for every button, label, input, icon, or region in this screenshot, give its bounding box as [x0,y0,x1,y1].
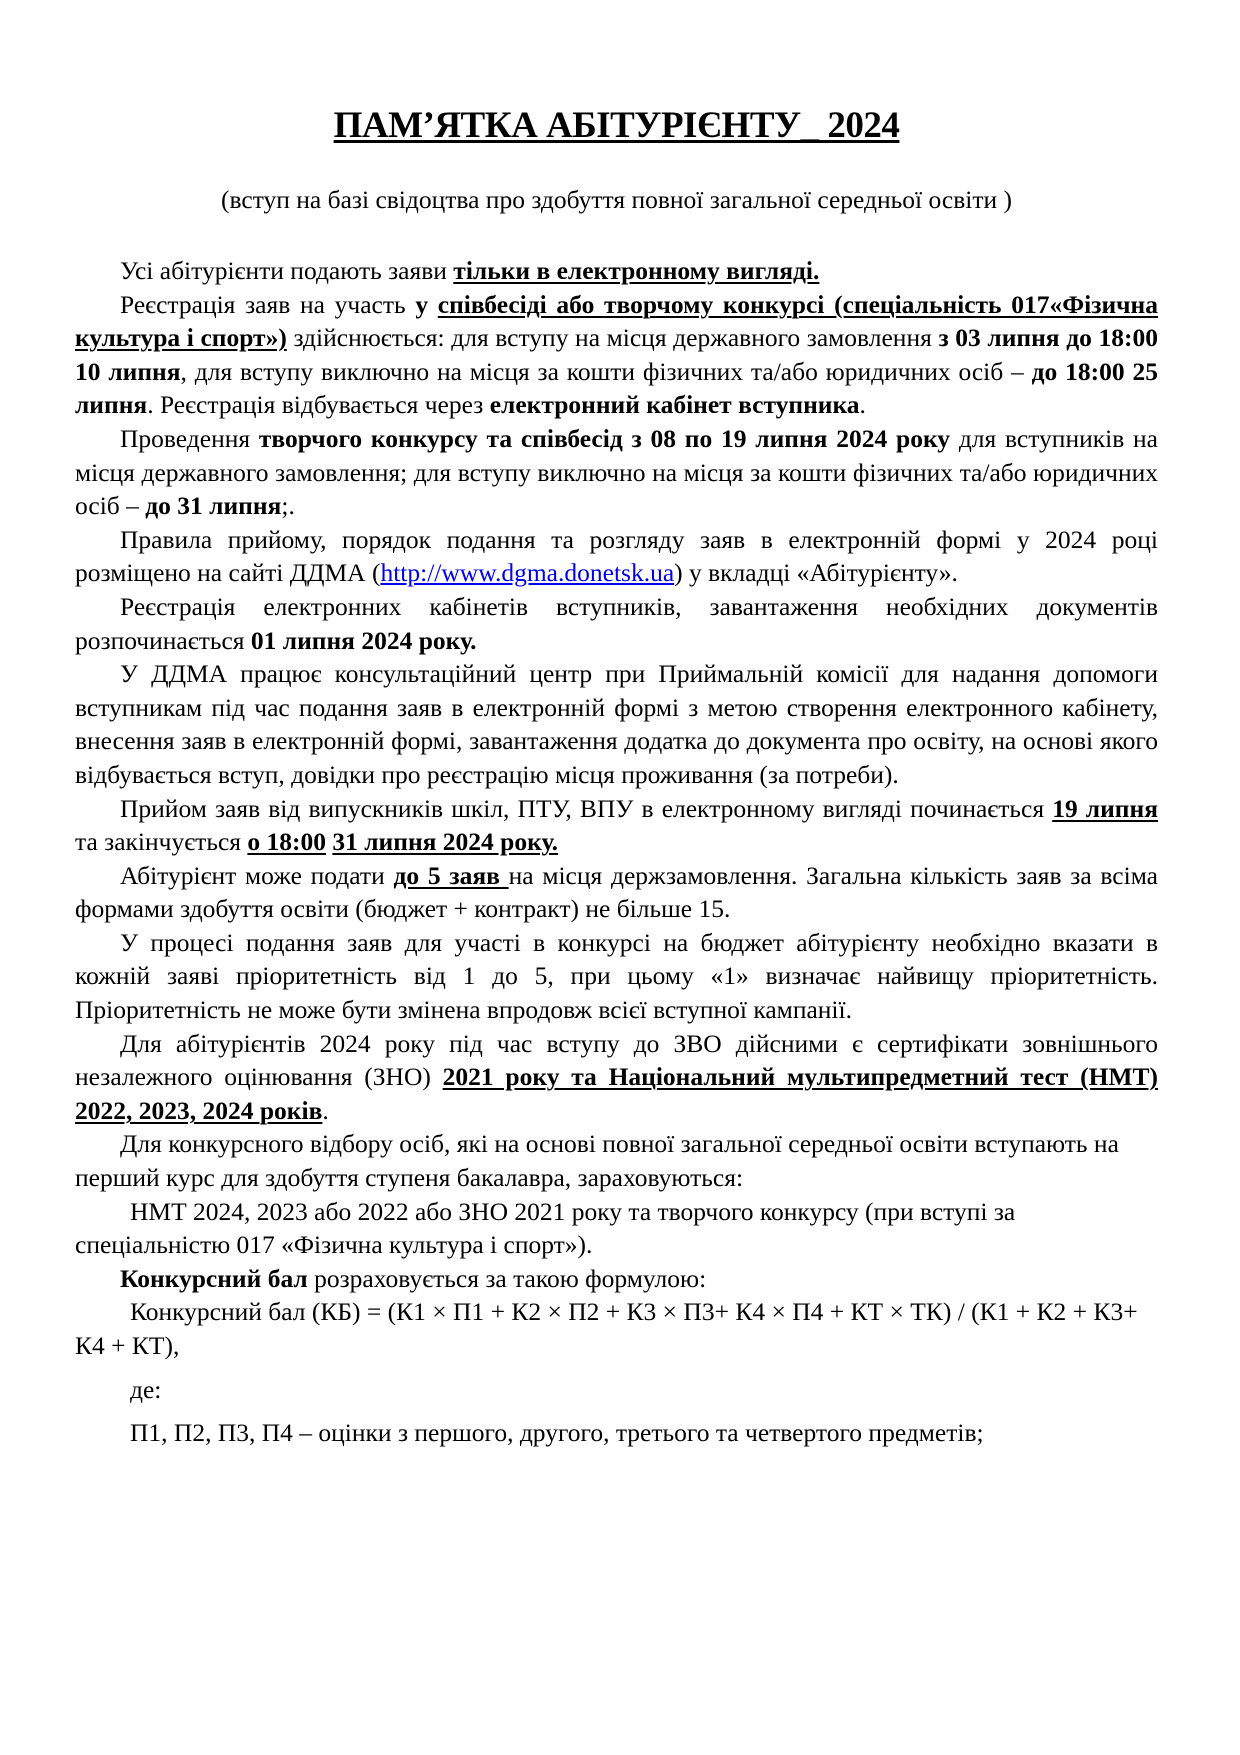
paragraph-priority: У процесі подання заяв для участі в конкурсі на бюджет абітурієнту необхідно вказати в кожній заяві пріоритетність від 1 до 5, при цьому «1» визначає найвищу пріоритетність. Пріоритетність не може бути змінена впродовж всієї вступної кампанії. [75,927,1158,1025]
spacer [75,1406,1158,1416]
paragraph-subject-scores: П1, П2, П3, П4 – оцінки з першого, другого, третього та четвертого предметів; [130,1418,984,1448]
paragraph-admission-rules: Правила прийому, порядок подання та розгляду заяв в електронній формі у 2024 році розміщено на сайті ДДМА (http://www.dgma.donetsk.ua) у вкладці «Абітурієнту». [75,524,1158,588]
paragraph-application-dates: Прийом заяв від випускників шкіл, ПТУ, ВПУ в електронному вигляді починається 19 липня та закінчується о 18:00 31 липня 2024 року. [75,793,1158,857]
paragraph-where: де: [130,1374,162,1404]
website-link[interactable]: http://www.dgma.donetsk.ua [380,558,675,588]
document-body [75,254,1158,1450]
paragraph-consultation-center: У ДДМА працює консультаційний центр при Приймальній комісії для надання допомоги вступникам під час подання заяв в електронній формі з метою створення електронного кабінету, внесення заяв в електронній формі, завантаження додатка до документа про освіту, на основі якого відбувається вступ, довідки про реєстрацію місця проживання (за потреби). [75,659,1158,789]
paragraph-score-intro: Конкурсний бал розраховується за такою формулою: [120,1263,707,1293]
paragraph-electronic-only: Усі абітурієнти подають заяви тільки в електронному вигляді. [120,256,820,285]
paragraph-certificates: Для абітурієнтів 2024 року під час вступу до ЗВО дійсними є сертифікати зовнішнього незалежного оцінювання (ЗНО) 2021 року та Національний мультипредметний тест (НМТ) 2022, 2023, 2024 років. [75,1028,1158,1125]
paragraph-registration: Реєстрація заяв на участь у співбесіді або творчому конкурсі (спеціальність 017«Фізична культура і спорт») здійснюється: для вступу на місця державного замовлення з 03 липня до 18:00 10 липня, для вступу виключно на місця за кошти фізичних та/або юридичних осіб – до 18:00 25 липня. Реєстрація відбувається через електронний кабінет вступника. [75,289,1158,420]
paragraph-creative-contest: Проведення творчого конкурсу та співбесід з 08 по 19 липня 2024 року для вступників на місця державного замовлення; для вступу виключно на місця за кошти фізичних та/або юридичних осіб – до 31 липня;. [75,423,1158,521]
paragraph-selection: Для конкурсного відбору осіб, які на основі повної загальної середньої освіти вступають на перший курс для здобуття ступеня бакалавра, зараховуються: [75,1129,1119,1193]
page-subtitle: (вступ на базі свідоцтва про здобуття повної загальної середньої освіти ) [221,185,1012,214]
spacer [75,1363,1158,1373]
paragraph-score-formula: Конкурсний бал (КБ) = (К1 × П1 + К2 × П2 + К3 × П3+ К4 × П4 + КТ × ТК) / (К1 + К2 + К3+ К4 + КТ), [75,1297,1138,1360]
page-title: ПАМ’ЯТКА АБІТУРІЄНТУ_ 2024 [333,105,900,146]
paragraph-cabinet-registration: Реєстрація електронних кабінетів вступників, завантаження необхідних документів розпочинається 01 липня 2024 року. [75,591,1158,655]
paragraph-tests-counted: НМТ 2024, 2023 або 2022 або ЗНО 2021 року та творчого конкурсу (при вступі за спеціальністю 017 «Фізична культура і спорт»). [75,1196,1016,1260]
paragraph-application-limit: Абітурієнт може подати до 5 заяв на місця держзамовлення. Загальна кількість заяв за всіма формами здобуття освіти (бюджет + контракт) не більше 15. [75,860,1158,924]
